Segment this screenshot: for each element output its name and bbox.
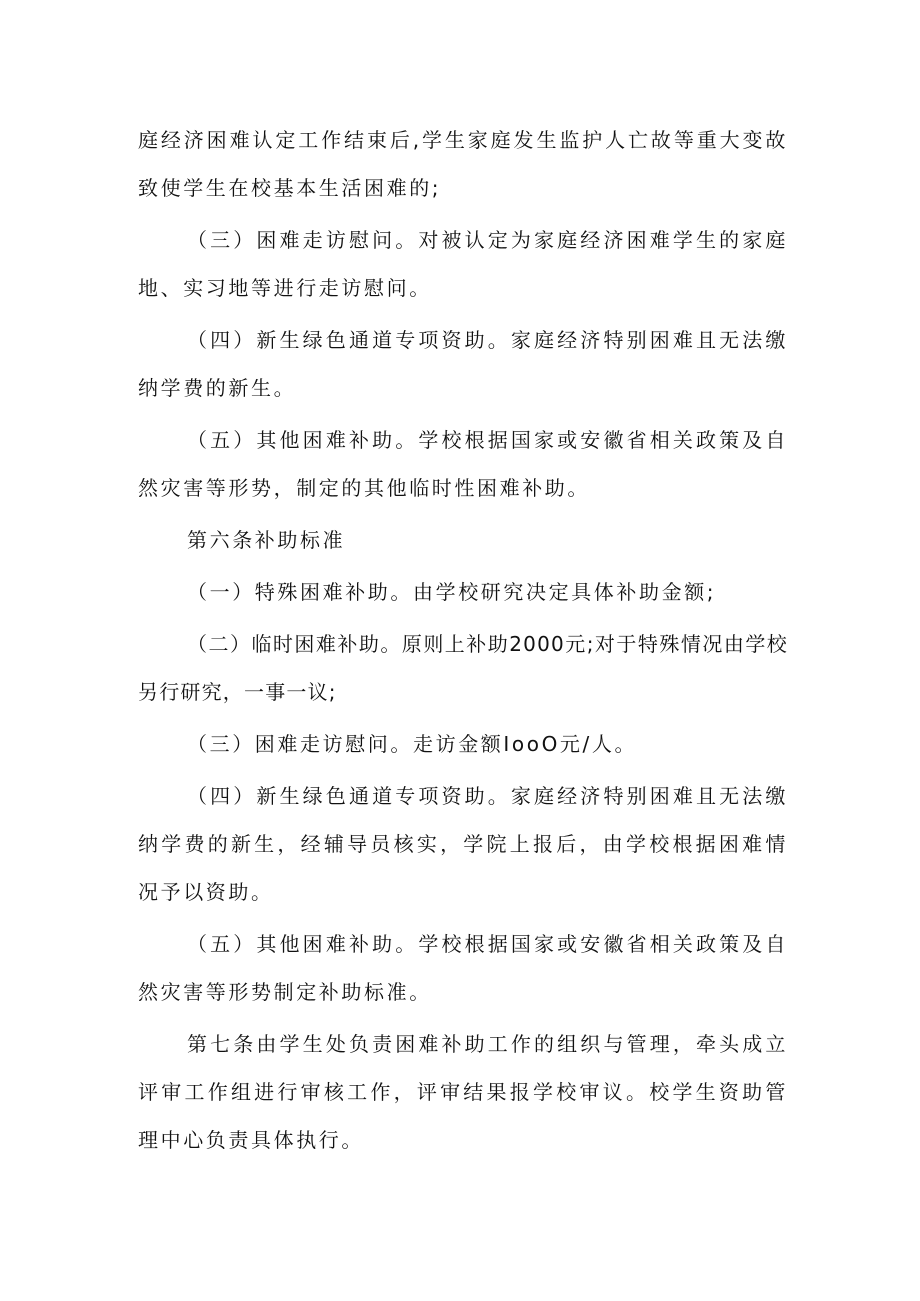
article-6-heading: 第六条补助标准 — [187, 528, 346, 552]
paragraph-temporary-standard: （二）临时困难补助。原则上补助2000元;对于特殊情况由学校另行研究，一事一议; — [138, 632, 788, 704]
paragraph-visit-standard: （三）困难走访慰问。走访金额IooO元/人。 — [187, 732, 638, 756]
paragraph-visit-condolence: （三）困难走访慰问。对被认定为家庭经济困难学生的家庭地、实习地等进行走访慰问。 — [138, 228, 788, 300]
paragraph-special-standard: （一）特殊困难补助。由学校研究决定具体补助金额; — [187, 580, 717, 604]
paragraph-other-standard: （五）其他困难补助。学校根据国家或安徽省相关政策及自然灾害等形势制定补助标准。 — [138, 932, 788, 1004]
document-body — [138, 116, 788, 1168]
paragraph-other-subsidy: （五）其他困难补助。学校根据国家或安徽省相关政策及自然灾害等形势，制定的其他临时性困难补助。 — [138, 428, 788, 500]
paragraph-green-channel: （四）新生绿色通道专项资助。家庭经济特别困难且无法缴纳学费的新生。 — [138, 328, 788, 400]
paragraph-continuation: 庭经济困难认定工作结束后,学生家庭发生监护人亡故等重大变故致使学生在校基本生活困难的; — [138, 128, 788, 200]
paragraph-green-channel-standard: （四）新生绿色通道专项资助。家庭经济特别困难且无法缴纳学费的新生，经辅导员核实，学院上报后，由学校根据困难情况予以资助。 — [138, 784, 788, 904]
article-7-paragraph: 第七条由学生处负责困难补助工作的组织与管理，牵头成立评审工作组进行审核工作，评审结果报学校审议。校学生资助管理中心负责具体执行。 — [138, 1032, 788, 1152]
